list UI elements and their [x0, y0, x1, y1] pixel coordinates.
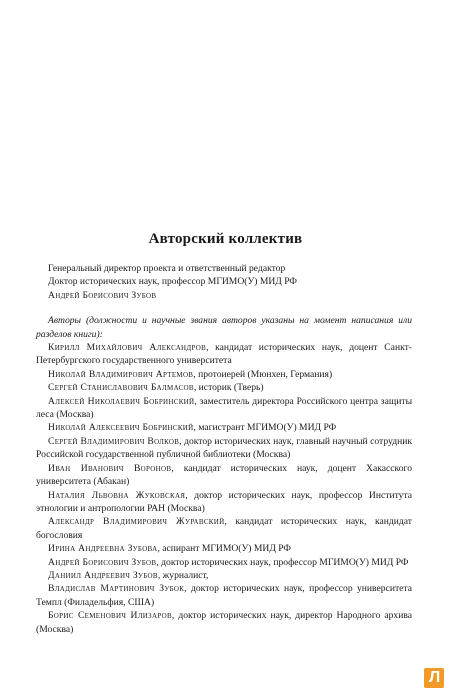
- author-desc: , аспирант МГИМО(У) МИД РФ: [157, 543, 292, 555]
- author-name: Владислав Мартинович Зубок: [48, 583, 185, 595]
- author-entry: [36, 341, 412, 368]
- author-name: Борис Семенович Илизаров: [48, 610, 172, 622]
- author-name: Ирина Андреевна Зубова: [48, 543, 158, 555]
- author-name: Сергей Владимирович Волков: [48, 435, 180, 447]
- author-desc: , доктор исторических наук, директор Народного архива (Москва): [36, 610, 412, 635]
- author-desc: , историк (Тверь): [193, 382, 264, 394]
- editor-line-2: Доктор исторических наук, профессор МГИМО(У) МИД РФ: [48, 276, 297, 288]
- page-body: [36, 262, 412, 636]
- author-name: Андрей Борисович Зубов: [48, 556, 157, 568]
- author-entry: [36, 395, 412, 422]
- author-desc: , доктор исторических наук, главный научный сотрудник Российской государственной публичной библиотеки (Москва): [36, 435, 413, 461]
- page-title: Авторский коллектив: [148, 231, 303, 247]
- author-name: Сергей Станиславович Балмасов: [48, 382, 194, 394]
- author-entry: [36, 489, 412, 516]
- author-name: Даниил Андреевич Зубов: [48, 569, 158, 581]
- publisher-logo-icon: [424, 668, 444, 688]
- author-desc: , доктор исторических наук, профессор Института этнологии и антропологии РАН (Москва): [36, 489, 413, 514]
- author-name: Иван Иванович Воронов: [48, 462, 172, 474]
- author-entry: [36, 421, 412, 434]
- editor-line-1: Генеральный директор проекта и ответственный редактор: [48, 263, 286, 274]
- author-name: Александр Владимирович Журавский: [48, 516, 225, 528]
- author-entry: [36, 462, 412, 489]
- author-name: Николай Алексеевич Бобринский: [48, 422, 194, 434]
- author-entry: [36, 542, 412, 555]
- author-entry: [36, 368, 412, 381]
- author-desc: , доктор исторических наук, профессор университета Темпл (Филадельфия, США): [36, 583, 412, 608]
- author-desc: , магистрант МГИМО(У) МИД РФ: [193, 422, 337, 434]
- author-entry: [36, 435, 412, 462]
- editor-name: Андрей Борисович Зубов: [48, 289, 157, 301]
- author-name: Николай Владимирович Артемов: [48, 368, 194, 380]
- author-name: Кирилл Михайлович Александров: [48, 342, 207, 354]
- author-desc: , кандидат исторических наук, доцент Санкт-Петербургского государственного университета: [36, 342, 412, 367]
- author-entry: [36, 609, 412, 636]
- authors-note: Авторы (должности и научные звания авторов указаны на момент написания или разделов книги):: [36, 315, 412, 340]
- author-entry: [36, 582, 412, 609]
- author-desc: , доктор исторических наук, профессор МГИМО(У) МИД РФ: [156, 556, 409, 568]
- logo-glyph: Л: [429, 669, 441, 686]
- author-entry: [36, 556, 412, 569]
- author-desc: , кандидат исторических наук, доцент Хакасского университета (Абакан): [36, 462, 412, 488]
- author-name: Алексей Николаевич Бобринский: [48, 395, 195, 407]
- author-desc: , протоиерей (Мюнхен, Германия): [193, 368, 333, 380]
- author-entry: [36, 569, 412, 582]
- author-entry: [36, 381, 412, 394]
- author-name: Наталия Львовна Жуковская: [48, 489, 186, 501]
- author-desc: , заместитель директора Российского центра защиты леса (Москва): [36, 395, 413, 421]
- spacer: [36, 302, 412, 314]
- author-desc: , кандидат исторических наук, кандидат богословия: [36, 516, 412, 541]
- author-desc: , журналист,: [157, 569, 209, 581]
- author-entry: [36, 515, 412, 542]
